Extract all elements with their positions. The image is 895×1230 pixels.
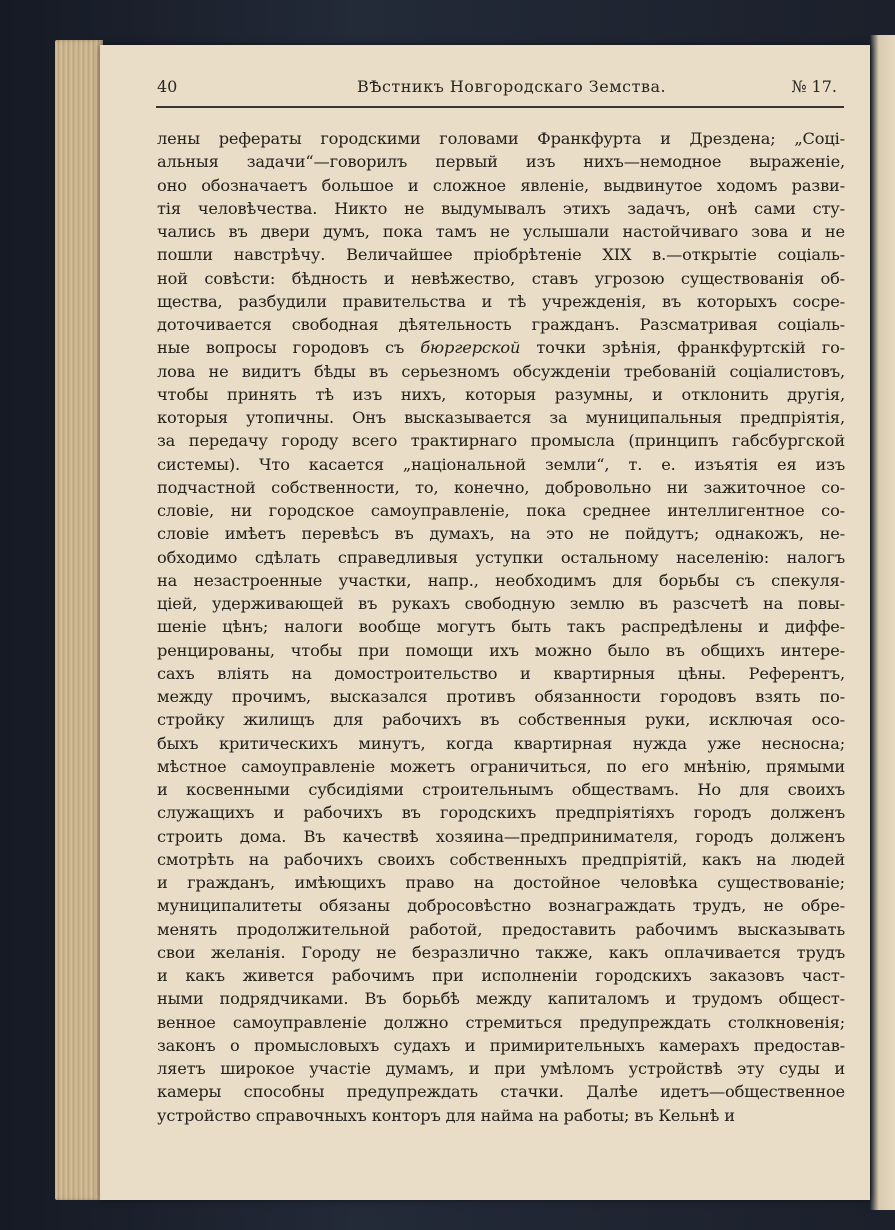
text-line: сахъ влiять на домостроительство и квартирныя цѣны. Референтъ, [157,663,845,683]
text-line: системы). Что касается „національной земли“, т. е. изъятія ея изъ [157,454,845,474]
book-page-edges [55,40,103,1200]
text-line: ной совѣсти: бѣдность и невѣжество, ставъ угрозою существованія об- [157,268,845,288]
text-line: ными подрядчиками. Въ борьбѣ между капиталомъ и трудомъ общест- [157,989,845,1009]
next-page-edge [870,35,895,1210]
journal-title: ВѢстникъ Новгородскаго Земства. [357,77,667,96]
text-line: лены рефераты городскими головами Франкфурта и Дрездена; „Соці- [157,129,845,148]
text-line: чтобы принять тѣ изъ нихъ, которыя разумны, и отклонить другія, [157,384,845,404]
text-line: ные вопросы городовъ съ бюргерской точки зрѣнія, франкфуртскій го- [157,338,845,358]
text-line: стройку жилищъ для рабочихъ въ собственныя руки, исключая осо- [157,710,845,730]
text-line: альныя задачи“—говорилъ первый изъ нихъ—немодное выраженіе, [157,152,845,172]
text-line: быхъ критическихъ минутъ, когда квартирная нужда уже несносна; [157,733,845,753]
text-line: пошли навстрѣчу. Величайшее пріобрѣтеніе XIX в.—открытіе соціаль- [157,245,845,265]
text-line: оно обозначаетъ большое и сложное явленіе, выдвинутое ходомъ разви- [157,175,845,195]
text-line: менять продолжительной работой, предоставить рабочимъ высказывать [157,919,845,939]
text-line: подчастной собственности, то, конечно, добровольно ни зажиточное со- [157,477,845,497]
page-number: 40 [157,77,178,96]
text-line: щества, разбудили правительства и тѣ учрежденія, въ которыхъ сосре- [157,291,845,311]
text-line: свои желанія. Городу не безразлично также, какъ оплачивается трудъ [157,942,845,962]
text-line: тія человѣчества. Никто не выдумывалъ этихъ задачъ, онѣ сами сту- [157,198,845,218]
running-header [157,77,847,103]
text-line: чались въ двери думъ, пока тамъ не услышали настойчиваго зова и не [157,222,845,241]
text-line: доточивается свободная дѣятельность гражданъ. Разсматривая соціаль- [157,315,845,334]
text-line: устройство справочныхъ конторъ для найма на работы; въ Кельнѣ и [157,1105,735,1125]
text-line: и косвенными субсидіями строительнымъ обществамъ. Но для своихъ [157,780,845,799]
text-line: которыя утопичны. Онъ высказывается за муниципальныя предпріятія, [157,408,845,427]
text-line: смотрѣть на рабочихъ своихъ собственныхъ предпріятій, какъ на людей [157,849,845,869]
text-line: законъ о промысловыхъ судахъ и примирительныхъ камерахъ предостав- [157,1035,845,1055]
text-line: лова не видитъ бѣды въ серьезномъ обсужденіи требованій соціалистовъ, [157,361,845,381]
text-line: шеніе цѣнъ; налоги вообще могутъ быть такъ распредѣлены и диффе- [157,617,845,637]
text-line: на незастроенные участки, напр., необходимъ для борьбы съ спекуля- [157,570,845,590]
text-line: мѣстное самоуправленіе можетъ ограничиться, по его мнѣнію, прямыми [157,756,845,776]
text-line: строить дома. Въ качествѣ хозяина—предпринимателя, городъ долженъ [157,826,845,846]
text-line: служащихъ и рабочихъ въ городскихъ предпріятіяхъ городъ долженъ [157,803,845,823]
text-line: ціей, удерживающей въ рукахъ свободную землю въ разсчетѣ на повы- [157,594,845,613]
text-line: между прочимъ, высказался противъ обязанности городовъ взять по- [157,687,845,706]
text-line: ренцированы, чтобы при помощи ихъ можно было въ общихъ интере- [157,640,845,660]
italic-word: бюргерской [420,338,521,358]
text-line: словіе, ни городское самоуправленіе, пока среднее интеллигентное со- [157,501,845,520]
text-line: словіе имѣетъ перевѣсъ въ думахъ, на это не пойдутъ; однакожъ, не- [157,524,845,544]
text-line: за передачу городу всего трактирнаго промысла (принципъ габсбургской [157,431,845,451]
body-text [157,127,845,1127]
text-line: ляетъ широкое участіе думамъ, и при умѣломъ устройствѣ эту суды и [157,1059,845,1078]
text-line: венное самоуправленіе должно стремиться предупреждать столкновенія; [157,1012,845,1032]
book-page [100,45,870,1200]
issue-number: № 17. [791,77,837,96]
text-line: и гражданъ, имѣющихъ право на достойное человѣка существованіе; [157,873,845,892]
text-line: обходимо сдѣлать справедливыя уступки остальному населенію: налогъ [157,547,845,567]
text-line: муниципалитеты обязаны добросовѣстно вознаграждать трудъ, не обре- [157,896,845,916]
text-line: камеры способны предупреждать стачки. Далѣе идетъ—общественное [157,1082,845,1102]
text-line: и какъ живется рабочимъ при исполненіи городскихъ заказовъ част- [157,966,845,985]
header-rule [156,106,844,108]
